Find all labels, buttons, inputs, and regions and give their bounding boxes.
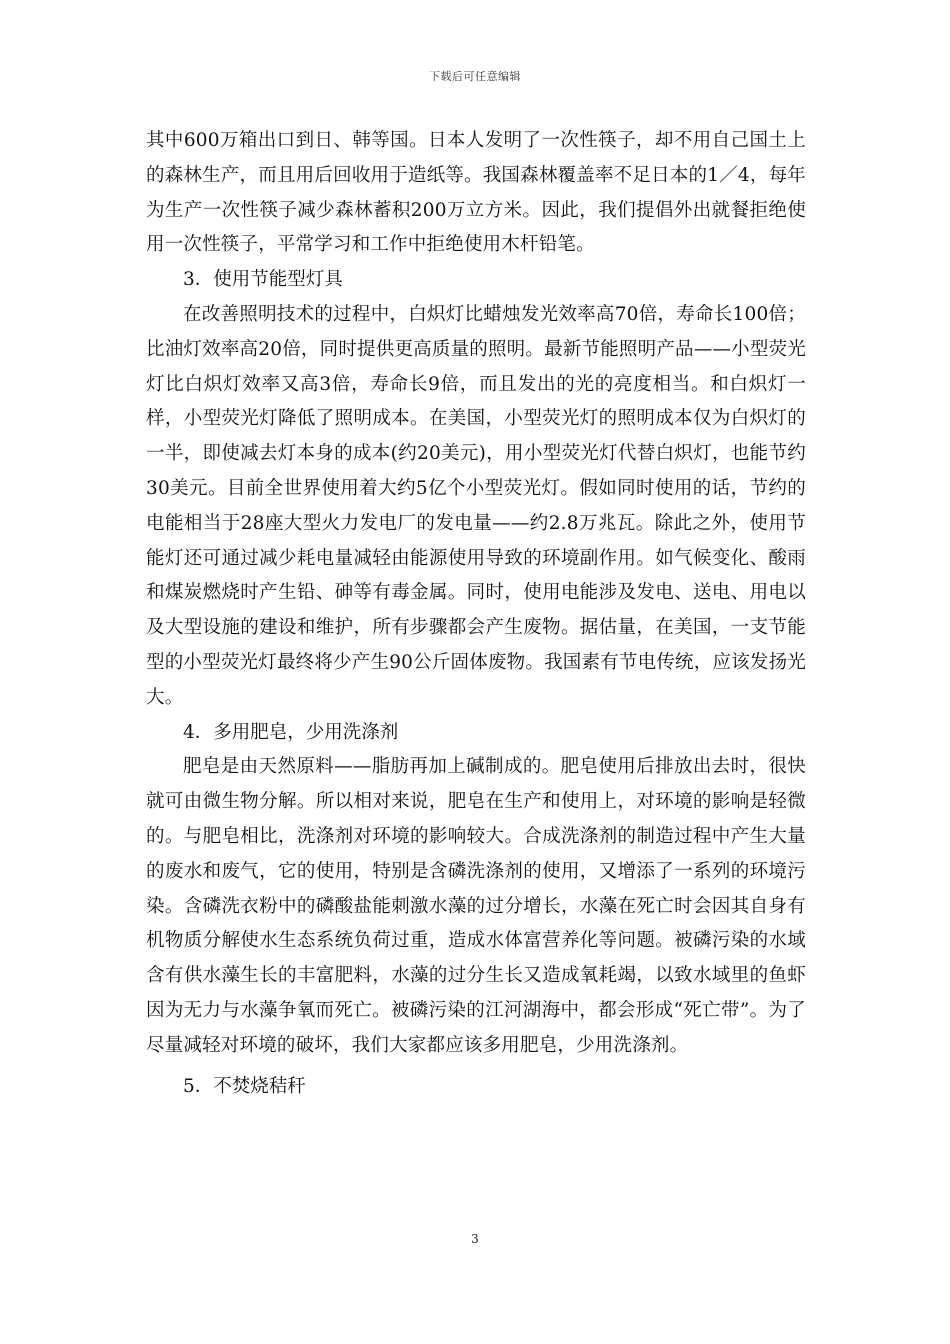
section-heading-5: 5．不焚烧秸秆 [183, 1075, 306, 1097]
page-number: 3 [471, 1232, 479, 1246]
page-header: 下载后可任意编辑 [429, 70, 521, 83]
paragraph-energy-saving-lamps: 在改善照明技术的过程中，白炽灯比蜡烛发光效率高70倍，寿命长100倍；比油灯效率高20倍，同时提供更高质量的照明。最新节能照明产品——小型荧光灯比白炽灯效率又高3倍，寿命长9倍，而且发出的光的亮度相当。和白炽灯一样，小型荧光灯降低了照明成本。在美国，小型荧光灯的照明成本仅为白炽灯的一半，即使减去灯本身的成本(约20美元)，用小型荧光灯代替白炽灯，也能节约30美元。目前全世界使用着大约5亿个小型荧光灯。假如同时使用的话，节约的电能相当于28座大型火力发电厂的发电量——约2.8万兆瓦。除此之外，使用节能灯还可通过减少耗电量减轻由能源使用导致的环境副作用。如气候变化、酸雨和煤炭燃烧时产生铅、砷等有毒金属。同时，使用电能涉及发电、送电、用电以及大型设施的建设和维护，所有步骤都会产生废物。据估量，在美国，一支节能型的小型荧光灯最终将少产生90公斤固体废物。我国素有节电传统，应该发扬光大。 [146, 303, 806, 708]
paragraph-continued: 其中600万箱出口到日、韩等国。日本人发明了一次性筷子，却不用自己国土上的森林生产，而且用后回收用于造纸等。我国森林覆盖率不足日本的1／4，每年为生产一次性筷子减少森林蓄积200万立方米。因此，我们提倡外出就餐拒绝使用一次性筷子，平常学习和工作中拒绝使用木杆铅笔。 [146, 130, 806, 256]
section-heading-4: 4．多用肥皂，少用洗涤剂 [183, 721, 399, 743]
section-heading-3: 3．使用节能型灯具 [183, 269, 343, 291]
paragraph-soap-detergent: 肥皂是由天然原料——脂肪再加上碱制成的。肥皂使用后排放出去时，很快就可由微生物分解。所以相对来说，肥皂在生产和使用上，对环境的影响是轻微的。与肥皂相比，洗涤剂对环境的影响较大。合成洗涤剂的制造过程中产生大量的废水和废气，它的使用，特别是含磷洗涤剂的使用，又增添了一系列的环境污染。含磷洗衣粉中的磷酸盐能刺激水藻的过分增长，水藻在死亡时会因其自身有机物质分解使水生态系统负荷过重，造成水体富营养化等问题。被磷污染的水域含有供水藻生长的丰富肥料，水藻的过分生长又造成氧耗竭，以致水域里的鱼虾因为无力与水藻争氧而死亡。被磷污染的江河湖海中，都会形成“死亡带”。为了尽量减轻对环境的破坏，我们大家都应该多用肥皂，少用洗涤剂。 [146, 756, 806, 1056]
document-body [146, 124, 806, 1104]
